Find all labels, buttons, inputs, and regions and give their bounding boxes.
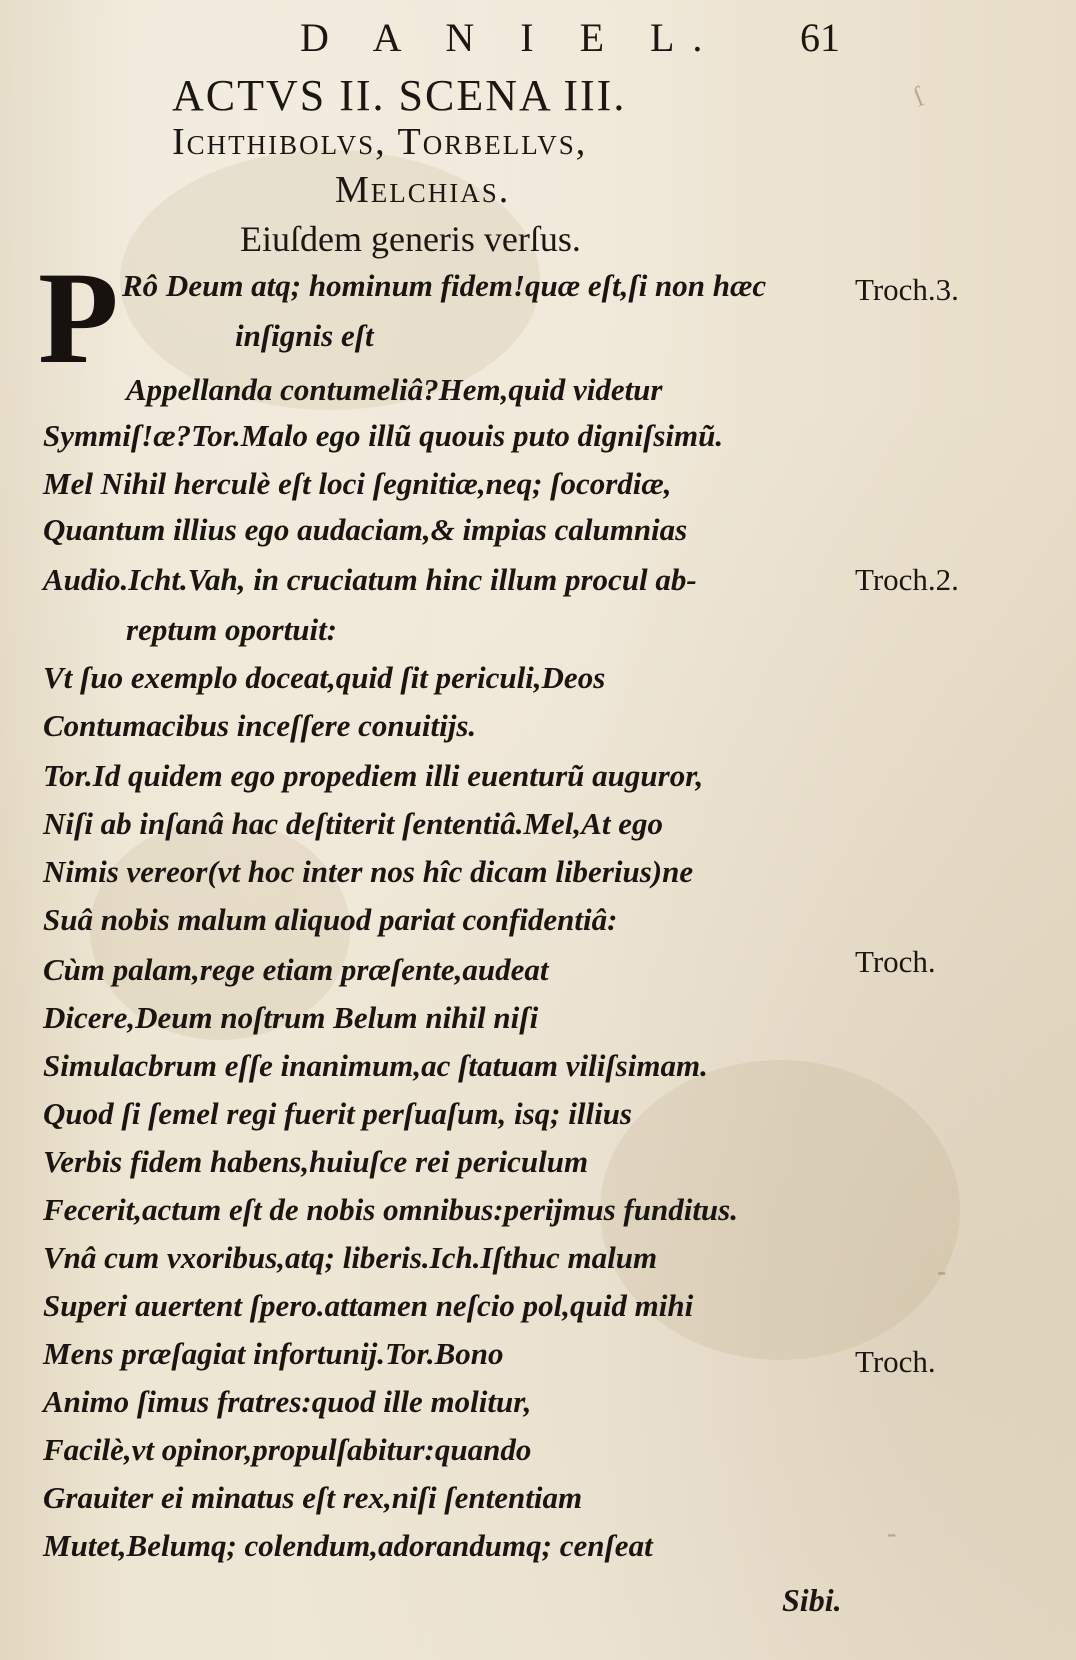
verse-line: Quod ſi ſemel regi fuerit perſuaſum, isq; illius: [43, 1096, 632, 1131]
verse-line: Appellanda contumeliâ?Hem,quid videtur: [126, 372, 663, 407]
margin-note: Troch.: [855, 944, 936, 979]
verse-line: Contumacibus inceſſere conuitijs.: [43, 708, 477, 743]
verse-line: Animo ſimus fratres:quod ille molitur,: [43, 1384, 532, 1419]
faint-margin-mark: ſ: [909, 81, 929, 114]
verse-line: Simulacbrum eſſe inanimum,ac ſtatuam viliſsimam.: [43, 1048, 708, 1083]
verse-line: Vt ſuo exemplo doceat,quid ſit periculi,Deos: [43, 660, 606, 695]
verse-line: Superi auertent ſpero.attamen neſcio pol,quid mihi: [43, 1288, 694, 1323]
verse-line: Mutet,Belumq; colendum,adorandumq; cenſeat: [43, 1528, 653, 1563]
verse-line: Nimis vereor(vt hoc inter nos hîc dicam liberius)ne: [43, 854, 694, 889]
verse-line: Vnâ cum vxoribus,atq; liberis.Ich.Iſthuc malum: [43, 1240, 658, 1275]
verse-line: Fecerit,actum eſt de nobis omnibus:perijmus funditus.: [43, 1192, 738, 1227]
faint-margin-mark: -: [887, 1518, 897, 1549]
verse-line: Audio.Icht.Vah, in cruciatum hinc illum procul ab-: [43, 562, 697, 597]
margin-note: Troch.3.: [855, 272, 959, 307]
scene-subtitle: Eiuſdem generis verſus.: [240, 219, 581, 259]
verse-line: Rô Deum atq; hominum fidem!quæ eſt,ſi non hæc: [122, 268, 767, 303]
verse-line: Cùm palam,rege etiam præſente,audeat: [43, 952, 549, 987]
drop-cap: P: [38, 244, 119, 391]
margin-note: Troch.2.: [855, 562, 959, 597]
verse-line: Dicere,Deum noſtrum Belum nihil niſi: [43, 1000, 539, 1035]
verse-line: Quantum illius ego audaciam,& impias calumnias: [43, 512, 688, 547]
speakers-heading-line-2: Melchias.: [335, 169, 511, 211]
verse-line: Facilè,vt opinor,propulſabitur:quando: [43, 1432, 532, 1467]
verse-line: Niſi ab inſanâ hac deſtiterit ſententiâ.Mel,At ego: [43, 806, 663, 841]
verse-line: Symmiſ!æ?Tor.Malo ego illũ quouis puto digniſsimũ.: [43, 418, 724, 453]
margin-note: Troch.: [855, 1344, 936, 1379]
page-number: 61: [800, 15, 840, 60]
speakers-heading-line-1: Ichthibolvs, Torbellvs,: [172, 121, 588, 163]
final-word: Sibi.: [782, 1582, 842, 1618]
verse-line: Grauiter ei minatus eſt rex,niſi ſententiam: [43, 1480, 583, 1515]
verse-line: Tor.Id quidem ego propediem illi euenturũ auguror,: [43, 758, 704, 793]
page-header-title: D A N I E L.: [300, 15, 721, 60]
act-scene-heading: ACTVS II. SCENA III.: [172, 71, 627, 120]
verse-line: Mens præſagiat infortunij.Tor.Bono: [43, 1336, 504, 1371]
verse-line: reptum oportuit:: [126, 612, 338, 647]
faint-margin-mark: -: [937, 1256, 947, 1287]
verse-line: Verbis fidem habens,huiuſce rei periculum: [43, 1144, 589, 1179]
verse-line: Mel Nihil herculè eſt loci ſegnitiæ,neq; ſocordiæ,: [43, 466, 672, 501]
verse-line: inſignis eſt: [235, 318, 374, 353]
verse-line: Suâ nobis malum aliquod pariat confidentiâ:: [43, 902, 618, 937]
